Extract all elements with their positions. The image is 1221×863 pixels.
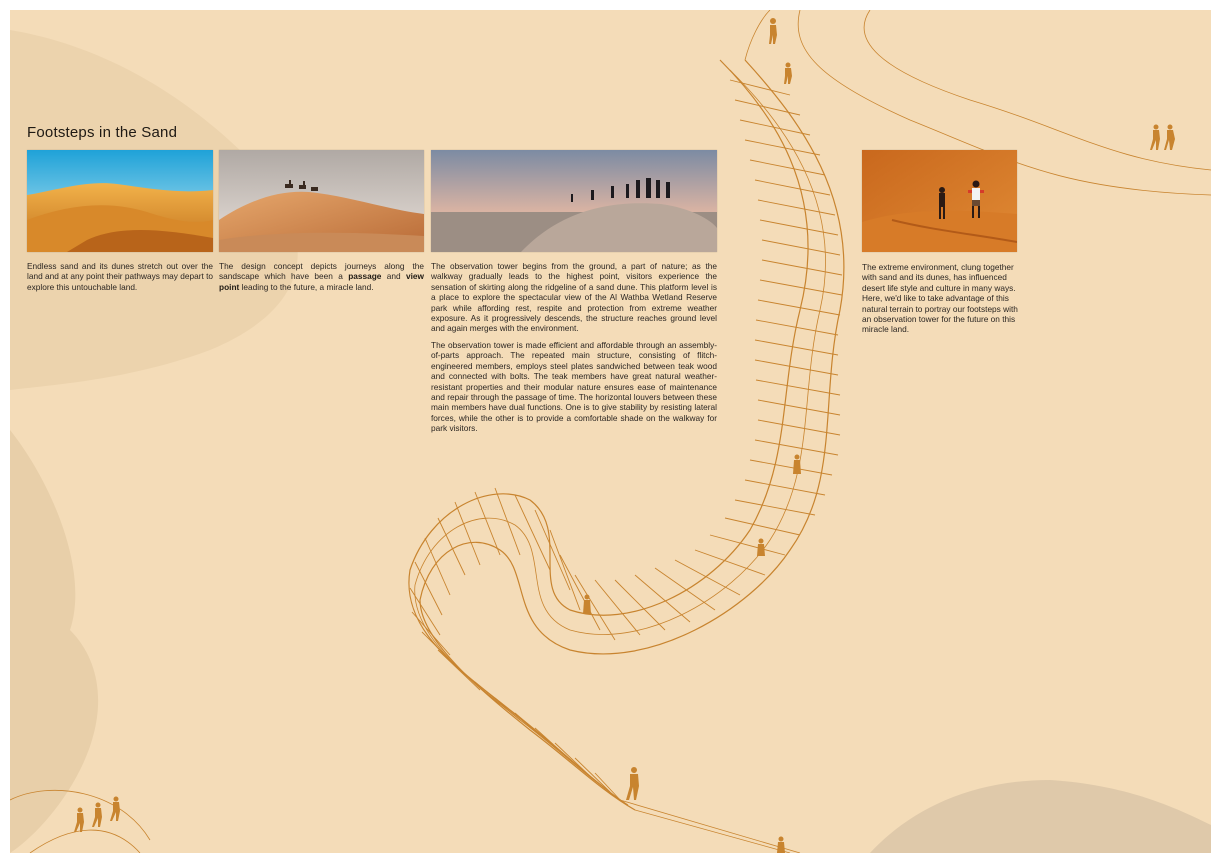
caption-endless-sand: Endless sand and its dunes stretch out over the land and at any point their pathways may depart to explore this untouchable land. [27,261,213,292]
standing-figure-icon [756,538,766,556]
caption-text: leading to the future, a miracle land. [239,281,374,292]
walking-group-icon [72,796,132,832]
caption-assembly-approach: The observation tower is made efficient and affordable through an assembly-of-parts approach. The repeated main structure, consisting of flitch-engineered members, employs steel plates sandwiched between teak wood and connected with bolts. The teak members have great natural weather-resistant properties and their modular nature ensures ease of maintenance and repair through the passage of time. The horizontal louvers between these main members have dual functions. One is to give stability by resisting lateral forces, while the other is to provide a comfortable shade on the walkway for park visitors. [431,340,717,434]
walking-couple-icon [1148,124,1180,150]
children-dune-image [862,150,1017,252]
caption-extreme-environment: The extreme environment, clung together with sand and its dunes, has influenced desert life style and culture in many ways. Here, we'd like to take advantage of this natural terrain to portray our footsteps with an observation tower for the future on this miracle land. [862,262,1018,335]
sunset-dune-image [431,150,717,252]
caption-emphasis: view point [219,271,424,292]
walking-figure-icon [776,836,786,853]
caption-design-concept [219,261,424,292]
caption-emphasis: passage [348,271,382,282]
photo-desert-dunes [27,150,213,252]
walking-figure-icon [620,766,644,800]
poster-title: Footsteps in the Sand [27,124,178,141]
poster-board [10,10,1211,853]
standing-figure-icon [582,594,592,614]
caption-text: and [381,271,406,282]
desert-dunes-image [27,150,213,252]
walking-figure-icon [782,62,794,84]
photo-sunset-dune-group [431,150,717,252]
caption-observation-tower: The observation tower begins from the ground, a part of nature; as the walkway gradually leads to the highest point, visitors experience the sensation of skirting along the ridgeline of a sand dune. This platform level is a place to explore the spectacular view of the Al Wathba Wetland Reserve park while affording rest, respite and protection from extreme weather exposure. As it progressively descends, the structure reaches ground level and again merges with the environment. [431,261,717,334]
caption-text: The design concept depicts journeys along the sandscape which have been a [219,261,424,282]
standing-figure-icon [792,454,802,474]
photo-children-on-dune [862,150,1017,252]
camel-caravan-image [219,150,424,252]
walking-figure-icon [766,18,780,44]
photo-camel-caravan [219,150,424,252]
